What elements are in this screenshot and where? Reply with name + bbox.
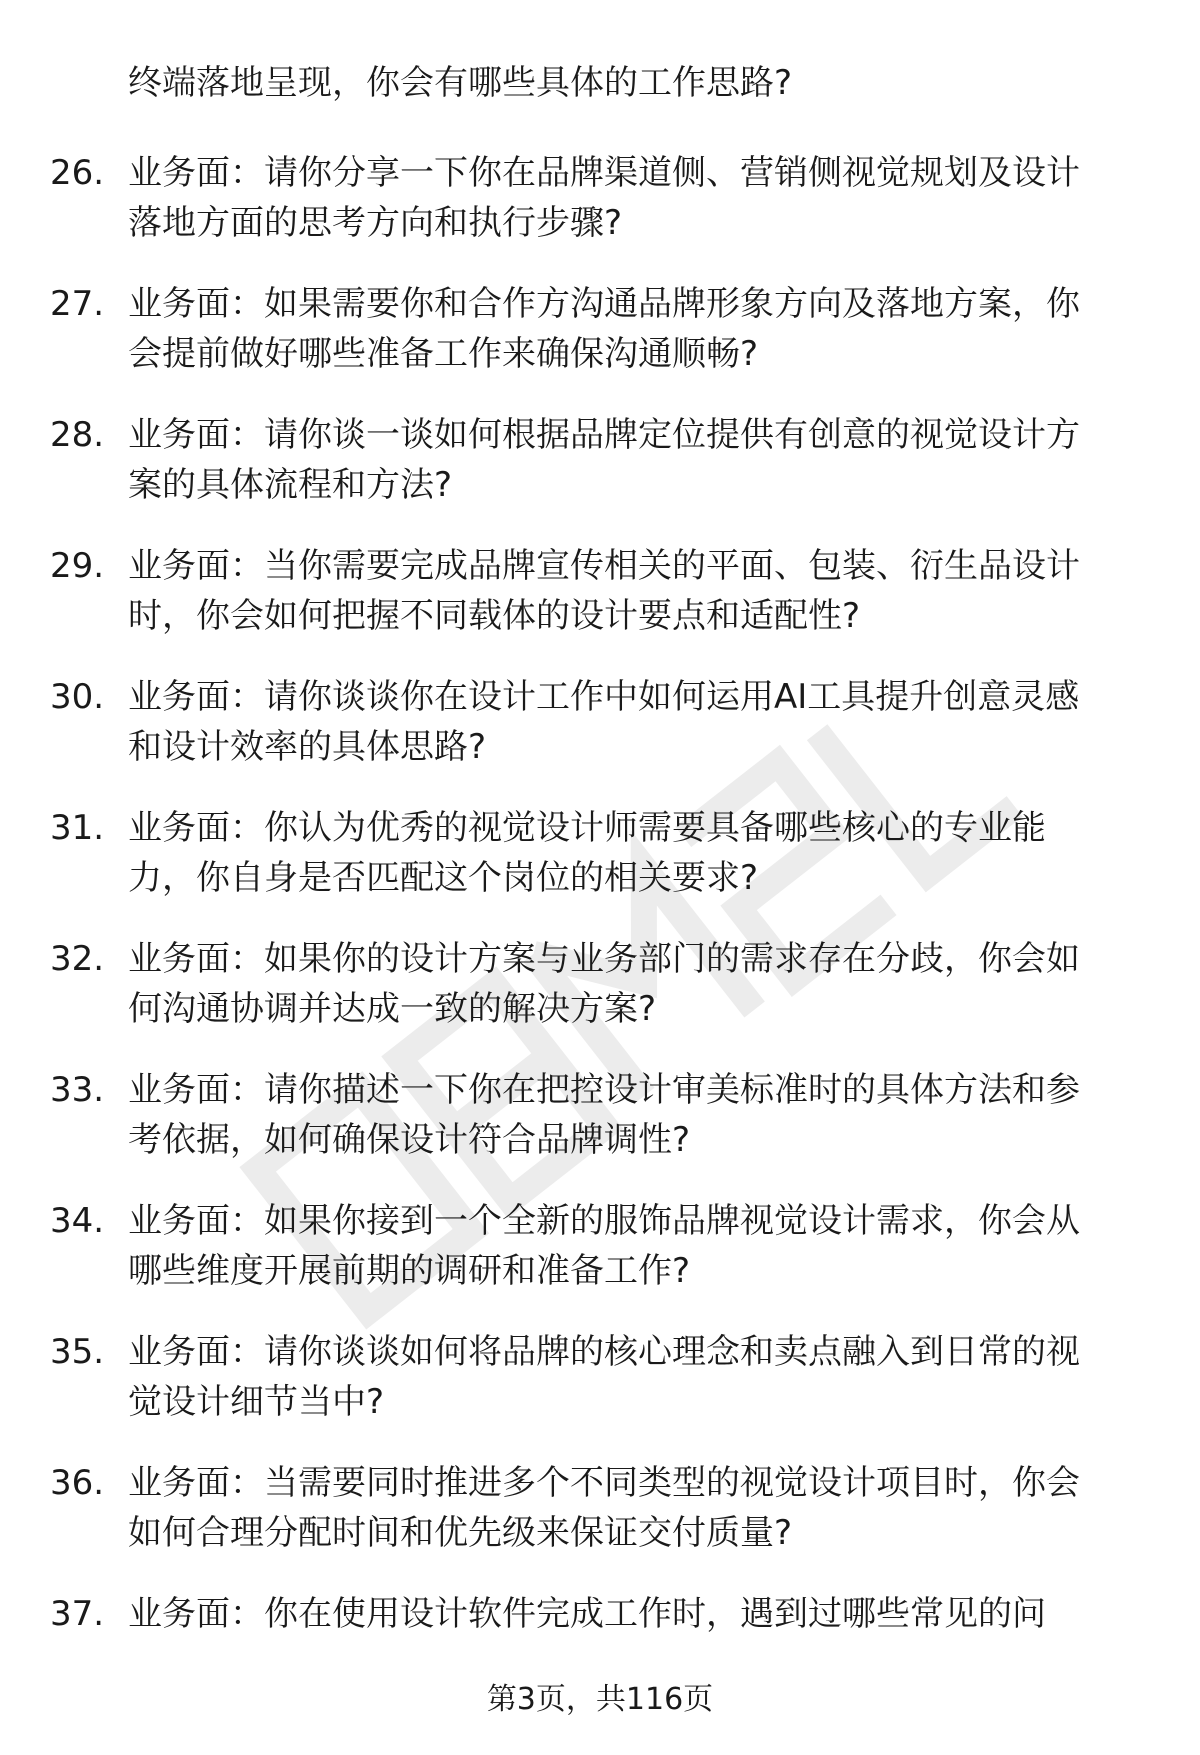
question-number: 29. (50, 546, 105, 586)
question-line: 业务面：请你谈一谈如何根据品牌定位提供有创意的视觉设计方 (128, 415, 1080, 455)
question-line: 业务面：如果你接到一个全新的服饰品牌视觉设计需求，你会从 (128, 1201, 1080, 1241)
question-line: 落地方面的思考方向和执行步骤? (128, 203, 623, 243)
question-line: 如何合理分配时间和优先级来保证交付质量? (128, 1513, 793, 1553)
question-text (128, 1589, 1138, 1639)
question-number: 32. (50, 939, 105, 979)
question-item (0, 1327, 1200, 1458)
question-line: 何沟通协调并达成一致的解决方案? (128, 989, 657, 1029)
question-line: 会提前做好哪些准备工作来确保沟通顺畅? (128, 334, 759, 374)
question-item (0, 934, 1200, 1065)
question-item (0, 1065, 1200, 1196)
question-item (0, 1196, 1200, 1327)
question-number: 30. (50, 677, 105, 717)
question-text (128, 1196, 1138, 1296)
question-line: 考依据，如何确保设计符合品牌调性? (128, 1120, 691, 1160)
question-line: 业务面：请你描述一下你在把控设计审美标准时的具体方法和参 (128, 1070, 1080, 1110)
question-text (128, 934, 1138, 1034)
continuation-text: 终端落地呈现，你会有哪些具体的工作思路? (128, 63, 793, 103)
question-number: 33. (50, 1070, 105, 1110)
question-number: 34. (50, 1201, 105, 1241)
question-number: 31. (50, 808, 105, 848)
question-text (128, 803, 1138, 903)
question-item (0, 803, 1200, 934)
question-item (0, 148, 1200, 279)
question-line: 业务面：请你分享一下你在品牌渠道侧、营销侧视觉规划及设计 (128, 153, 1080, 193)
question-line: 和设计效率的具体思路? (128, 727, 487, 767)
question-number: 37. (50, 1594, 105, 1634)
question-item (0, 672, 1200, 803)
question-text (128, 541, 1138, 641)
question-item (0, 410, 1200, 541)
question-item (0, 541, 1200, 672)
question-line: 业务面：请你谈谈你在设计工作中如何运用AI工具提升创意灵感 (128, 677, 1080, 717)
question-list (0, 148, 1200, 1720)
question-text (128, 410, 1138, 510)
page-footer: 第3页，共116页 (486, 1682, 714, 1717)
question-text (128, 279, 1138, 379)
question-line: 力，你自身是否匹配这个岗位的相关要求? (128, 858, 759, 898)
question-number: 26. (50, 153, 105, 193)
question-line: 业务面：如果需要你和合作方沟通品牌形象方向及落地方案，你 (128, 284, 1080, 324)
question-line: 业务面：你在使用设计软件完成工作时，遇到过哪些常见的问 (128, 1594, 1046, 1634)
question-text (128, 1327, 1138, 1427)
question-item (0, 1458, 1200, 1589)
question-line: 业务面：如果你的设计方案与业务部门的需求存在分歧，你会如 (128, 939, 1080, 979)
question-text (128, 1065, 1138, 1165)
question-text (128, 672, 1138, 772)
question-text (128, 1458, 1138, 1558)
question-line: 业务面：你认为优秀的视觉设计师需要具备哪些核心的专业能 (128, 808, 1046, 848)
question-line: 觉设计细节当中? (128, 1382, 385, 1422)
question-line: 哪些维度开展前期的调研和准备工作? (128, 1251, 691, 1291)
question-line: 时，你会如何把握不同载体的设计要点和适配性? (128, 596, 861, 636)
question-text (128, 148, 1138, 248)
question-number: 27. (50, 284, 105, 324)
question-number: 36. (50, 1463, 105, 1503)
question-line: 业务面：请你谈谈如何将品牌的核心理念和卖点融入到日常的视 (128, 1332, 1080, 1372)
question-number: 35. (50, 1332, 105, 1372)
question-item (0, 279, 1200, 410)
question-line: 业务面：当需要同时推进多个不同类型的视觉设计项目时，你会 (128, 1463, 1080, 1503)
question-line: 业务面：当你需要完成品牌宣传相关的平面、包装、衍生品设计 (128, 546, 1080, 586)
question-line: 案的具体流程和方法? (128, 465, 453, 505)
question-number: 28. (50, 415, 105, 455)
